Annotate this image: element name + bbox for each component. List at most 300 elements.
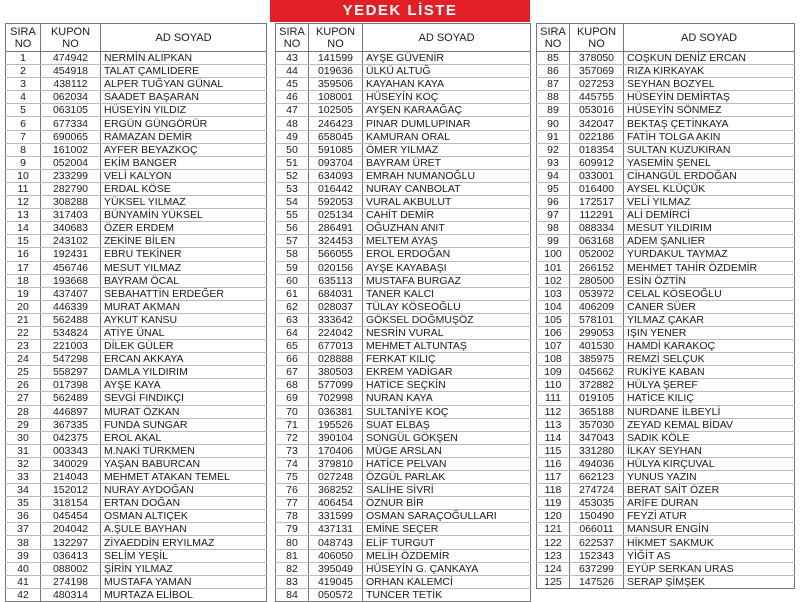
ad-soyad-cell: YAŞAN BABURCAN (101, 457, 267, 470)
ad-soyad-cell: ATİYE ÜNAL (101, 326, 267, 339)
table-row (537, 130, 795, 143)
table-row (276, 418, 531, 431)
list-table-3 (536, 23, 795, 589)
ad-soyad-cell: YİĞİT AS (624, 549, 795, 562)
ad-soyad-cell: ELİF TURGUT (363, 536, 531, 549)
sira-no-cell: 123 (537, 549, 570, 562)
kupon-no-cell: 132297 (41, 536, 101, 549)
kupon-no-cell: 635113 (309, 274, 363, 287)
table-row (276, 274, 531, 287)
ad-soyad-cell: HÜSEYİN YILDIZ (101, 104, 267, 117)
sira-no-cell: 80 (276, 536, 309, 549)
sira-no-cell: 2 (6, 65, 41, 78)
kupon-no-cell: 286491 (309, 222, 363, 235)
ad-soyad-cell: ALPER TUĞYAN GÜNAL (101, 78, 267, 91)
sira-no-cell: 103 (537, 287, 570, 300)
kupon-no-cell: 480314 (41, 588, 101, 601)
table-row (537, 497, 795, 510)
table-row (537, 510, 795, 523)
table-row (6, 182, 267, 195)
sira-no-cell: 51 (276, 156, 309, 169)
kupon-no-cell: 547298 (41, 353, 101, 366)
sira-no-cell: 101 (537, 261, 570, 274)
table-row (537, 196, 795, 209)
sira-no-cell: 64 (276, 326, 309, 339)
table-row (6, 444, 267, 457)
header-kupon-no: KUPON NO (309, 24, 363, 52)
ad-soyad-cell: VELİ KALYON (101, 169, 267, 182)
ad-soyad-cell: TALAT ÇAMLIDERE (101, 65, 267, 78)
ad-soyad-cell: CİHANGÜL ERDOĞAN (624, 169, 795, 182)
table-row (6, 523, 267, 536)
kupon-no-cell: 419045 (309, 575, 363, 588)
sira-no-cell: 30 (6, 431, 41, 444)
kupon-no-cell: 406209 (570, 300, 624, 313)
table-row (6, 248, 267, 261)
kupon-no-cell: 019105 (570, 392, 624, 405)
ad-soyad-cell: TUNCER TETİK (363, 588, 531, 601)
table-row (6, 169, 267, 182)
kupon-no-cell: 562489 (41, 392, 101, 405)
sira-no-cell: 110 (537, 379, 570, 392)
table-row (537, 405, 795, 418)
sira-no-cell: 20 (6, 300, 41, 313)
table-row (6, 287, 267, 300)
table-row (537, 549, 795, 562)
table-row (276, 91, 531, 104)
sira-no-cell: 70 (276, 405, 309, 418)
sira-no-cell: 39 (6, 549, 41, 562)
ad-soyad-cell: MESUT YILMAZ (101, 261, 267, 274)
kupon-no-cell: 282790 (41, 182, 101, 195)
ad-soyad-cell: COŞKUN DENİZ ERCAN (624, 52, 795, 65)
kupon-no-cell: 308288 (41, 196, 101, 209)
header-sira-no: SIRA NO (6, 24, 41, 52)
kupon-no-cell: 446339 (41, 300, 101, 313)
ad-soyad-cell: SULTANİYE KOÇ (363, 405, 531, 418)
sira-no-cell: 56 (276, 222, 309, 235)
ad-soyad-cell: BAYRAM ÖCAL (101, 274, 267, 287)
ad-soyad-cell: CANER SÜER (624, 300, 795, 313)
sira-no-cell: 83 (276, 575, 309, 588)
table-row (276, 52, 531, 65)
sira-no-cell: 57 (276, 235, 309, 248)
sira-no-cell: 120 (537, 510, 570, 523)
ad-soyad-cell: BERAT SAİT ÖZER (624, 484, 795, 497)
sira-no-cell: 96 (537, 196, 570, 209)
table-row (276, 222, 531, 235)
ad-soyad-cell: TANER KALCI (363, 287, 531, 300)
table-row (6, 366, 267, 379)
sira-no-cell: 23 (6, 340, 41, 353)
ad-soyad-cell: VURAL AKBULUT (363, 196, 531, 209)
kupon-no-cell: 406050 (309, 549, 363, 562)
sira-no-cell: 35 (6, 497, 41, 510)
table-row (276, 353, 531, 366)
kupon-no-cell: 052002 (570, 248, 624, 261)
sira-no-cell: 122 (537, 536, 570, 549)
ad-soyad-cell: EROL ERDOĞAN (363, 248, 531, 261)
kupon-no-cell: 317403 (41, 209, 101, 222)
sira-no-cell: 97 (537, 209, 570, 222)
kupon-no-cell: 591085 (309, 143, 363, 156)
kupon-no-cell: 592053 (309, 196, 363, 209)
kupon-no-cell: 019636 (309, 65, 363, 78)
kupon-no-cell: 622537 (570, 536, 624, 549)
sira-no-cell: 11 (6, 182, 41, 195)
ad-soyad-cell: FEYZİ ATUR (624, 510, 795, 523)
kupon-no-cell: 161002 (41, 143, 101, 156)
header-kupon-no: KUPON NO (41, 24, 101, 52)
kupon-no-cell: 357030 (570, 418, 624, 431)
table-row (276, 209, 531, 222)
kupon-no-cell: 274198 (41, 575, 101, 588)
table-row (6, 143, 267, 156)
table-row (537, 91, 795, 104)
ad-soyad-cell: SONGÜL GÖKŞEN (363, 431, 531, 444)
ad-soyad-cell: İLKAY SEYHAN (624, 444, 795, 457)
table-row (276, 169, 531, 182)
ad-soyad-cell: AYŞEN KARAAĞAÇ (363, 104, 531, 117)
kupon-no-cell: 437131 (309, 523, 363, 536)
table-row (6, 156, 267, 169)
table-header (276, 24, 531, 52)
ad-soyad-cell: ERDAL KÖSE (101, 182, 267, 195)
ad-soyad-cell: MURTAZA ELİBOL (101, 588, 267, 601)
ad-soyad-cell: HAMDİ KARAKOÇ (624, 340, 795, 353)
sira-no-cell: 68 (276, 379, 309, 392)
ad-soyad-cell: DİLEK GÜLER (101, 340, 267, 353)
table-row (537, 300, 795, 313)
table-row (6, 418, 267, 431)
sira-no-cell: 87 (537, 78, 570, 91)
sira-no-cell: 94 (537, 169, 570, 182)
table-row (537, 523, 795, 536)
sira-no-cell: 41 (6, 575, 41, 588)
kupon-no-cell: 372882 (570, 379, 624, 392)
kupon-no-cell: 042375 (41, 431, 101, 444)
kupon-no-cell: 233299 (41, 169, 101, 182)
sira-no-cell: 3 (6, 78, 41, 91)
sira-no-cell: 31 (6, 444, 41, 457)
sira-no-cell: 58 (276, 248, 309, 261)
table-row (537, 562, 795, 575)
kupon-no-cell: 214043 (41, 471, 101, 484)
table-row (6, 510, 267, 523)
sira-no-cell: 86 (537, 65, 570, 78)
ad-soyad-cell: AYŞE KAYABAŞI (363, 261, 531, 274)
sira-no-cell: 119 (537, 497, 570, 510)
ad-soyad-cell: MURAT AKMAN (101, 300, 267, 313)
kupon-no-cell: 063105 (41, 104, 101, 117)
ad-soyad-cell: A.ŞULE BAYHAN (101, 523, 267, 536)
ad-soyad-cell: AYFER BEYAZKOÇ (101, 143, 267, 156)
sira-no-cell: 59 (276, 261, 309, 274)
sira-no-cell: 113 (537, 418, 570, 431)
ad-soyad-cell: PINAR DUMLUPINAR (363, 117, 531, 130)
sira-no-cell: 98 (537, 222, 570, 235)
table-row (537, 431, 795, 444)
sira-no-cell: 114 (537, 431, 570, 444)
kupon-no-cell: 401530 (570, 340, 624, 353)
sira-no-cell: 8 (6, 143, 41, 156)
table-row (537, 156, 795, 169)
kupon-no-cell: 562488 (41, 313, 101, 326)
table-row (276, 405, 531, 418)
ad-soyad-cell: DAMLA YILDIRIM (101, 366, 267, 379)
table-row (6, 52, 267, 65)
kupon-no-cell: 378050 (570, 52, 624, 65)
list-title: YEDEK LİSTE (270, 0, 530, 22)
kupon-no-cell: 036413 (41, 549, 101, 562)
table-row (276, 588, 531, 601)
kupon-no-cell: 331280 (570, 444, 624, 457)
sira-no-cell: 88 (537, 91, 570, 104)
header-ad-soyad: AD SOYAD (624, 24, 795, 52)
ad-soyad-cell: ERCAN AKKAYA (101, 353, 267, 366)
kupon-no-cell: 280500 (570, 274, 624, 287)
kupon-no-cell: 324453 (309, 235, 363, 248)
table-row (537, 169, 795, 182)
kupon-no-cell: 152012 (41, 484, 101, 497)
kupon-no-cell: 150490 (570, 510, 624, 523)
table-row (6, 130, 267, 143)
ad-soyad-cell: YASEMİN ŞENEL (624, 156, 795, 169)
ad-soyad-cell: ESİN ÖZTİN (624, 274, 795, 287)
sira-no-cell: 19 (6, 287, 41, 300)
ad-soyad-cell: MESUT YILDIRIM (624, 222, 795, 235)
sira-no-cell: 60 (276, 274, 309, 287)
kupon-no-cell: 454918 (41, 65, 101, 78)
ad-soyad-cell: YUNUS YAZIN (624, 471, 795, 484)
ad-soyad-cell: SADIK KÖLE (624, 431, 795, 444)
sira-no-cell: 17 (6, 261, 41, 274)
ad-soyad-cell: ÖMER YILMAZ (363, 143, 531, 156)
table-header (537, 24, 795, 52)
kupon-no-cell: 053972 (570, 287, 624, 300)
table-row (276, 326, 531, 339)
table-row (537, 353, 795, 366)
table-row (537, 287, 795, 300)
table-row (276, 523, 531, 536)
sira-no-cell: 102 (537, 274, 570, 287)
kupon-no-cell: 152343 (570, 549, 624, 562)
sira-no-cell: 117 (537, 471, 570, 484)
kupon-no-cell: 048743 (309, 536, 363, 549)
kupon-no-cell: 367335 (41, 418, 101, 431)
ad-soyad-cell: EROL AKAL (101, 431, 267, 444)
kupon-no-cell: 456746 (41, 261, 101, 274)
sira-no-cell: 34 (6, 484, 41, 497)
sira-no-cell: 5 (6, 104, 41, 117)
ad-soyad-cell: ZİYAEDDİN ERYILMAZ (101, 536, 267, 549)
ad-soyad-cell: MEHMET ATAKAN TEMEL (101, 471, 267, 484)
sira-no-cell: 13 (6, 209, 41, 222)
sira-no-cell: 90 (537, 117, 570, 130)
table-row (6, 117, 267, 130)
ad-soyad-cell: NURDANE İLBEYLİ (624, 405, 795, 418)
sira-no-cell: 29 (6, 418, 41, 431)
ad-soyad-cell: SEVGİ FINDIKÇI (101, 392, 267, 405)
ad-soyad-cell: CELAL KÖSEOĞLU (624, 287, 795, 300)
ad-soyad-cell: EKREM YADİGAR (363, 366, 531, 379)
header-kupon-no: KUPON NO (570, 24, 624, 52)
ad-soyad-cell: HÜSEYİN KOÇ (363, 91, 531, 104)
kupon-no-cell: 690065 (41, 130, 101, 143)
ad-soyad-cell: ERGÜN GÜNGÖRÜR (101, 117, 267, 130)
table-row (6, 575, 267, 588)
sira-no-cell: 115 (537, 444, 570, 457)
sira-no-cell: 71 (276, 418, 309, 431)
ad-soyad-cell: SEYHAN BOZYEL (624, 78, 795, 91)
sira-no-cell: 62 (276, 300, 309, 313)
sira-no-cell: 4 (6, 91, 41, 104)
kupon-no-cell: 017398 (41, 379, 101, 392)
sira-no-cell: 79 (276, 523, 309, 536)
sira-no-cell: 75 (276, 471, 309, 484)
sira-no-cell: 106 (537, 326, 570, 339)
sira-no-cell: 92 (537, 143, 570, 156)
sira-no-cell: 54 (276, 196, 309, 209)
header-ad-soyad: AD SOYAD (363, 24, 531, 52)
ad-soyad-cell: SULTAN KUZUKIRAN (624, 143, 795, 156)
sira-no-cell: 1 (6, 52, 41, 65)
ad-soyad-cell: NURAN KAYA (363, 392, 531, 405)
ad-soyad-cell: REMZİ SELÇUK (624, 353, 795, 366)
sira-no-cell: 16 (6, 248, 41, 261)
ad-soyad-cell: FUNDA SUNGAR (101, 418, 267, 431)
kupon-no-cell: 609912 (570, 156, 624, 169)
table-row (6, 392, 267, 405)
kupon-no-cell: 112291 (570, 209, 624, 222)
sira-no-cell: 14 (6, 222, 41, 235)
table-row (276, 431, 531, 444)
table-row (276, 196, 531, 209)
table-row (276, 366, 531, 379)
sira-no-cell: 105 (537, 313, 570, 326)
table-row (276, 536, 531, 549)
table-row (6, 78, 267, 91)
ad-soyad-cell: ZEYAD KEMAL BİDAV (624, 418, 795, 431)
sira-no-cell: 77 (276, 497, 309, 510)
ad-soyad-cell: M.NAKİ TÜRKMEN (101, 444, 267, 457)
sira-no-cell: 63 (276, 313, 309, 326)
table-row (6, 300, 267, 313)
ad-soyad-cell: TÜLAY KÖSEOĞLU (363, 300, 531, 313)
table-row (537, 222, 795, 235)
table-row (276, 484, 531, 497)
ad-soyad-cell: ADEM ŞANLIER (624, 235, 795, 248)
sira-no-cell: 67 (276, 366, 309, 379)
sira-no-cell: 107 (537, 340, 570, 353)
kupon-no-cell: 390104 (309, 431, 363, 444)
kupon-no-cell: 379810 (309, 457, 363, 470)
ad-soyad-cell: HÜSEYİN G. ÇANKAYA (363, 562, 531, 575)
table-row (276, 248, 531, 261)
sira-no-cell: 61 (276, 287, 309, 300)
sira-no-cell: 50 (276, 143, 309, 156)
table-row (276, 143, 531, 156)
ad-soyad-cell: ZEKİNE BİLEN (101, 235, 267, 248)
kupon-no-cell: 025134 (309, 209, 363, 222)
sira-no-cell: 66 (276, 353, 309, 366)
ad-soyad-cell: RIZA KIRKAYAK (624, 65, 795, 78)
ad-soyad-cell: ÖZNUR BİR (363, 497, 531, 510)
table-row (6, 431, 267, 444)
sira-no-cell: 22 (6, 326, 41, 339)
ad-soyad-cell: OSMAN ALTIÇEK (101, 510, 267, 523)
kupon-no-cell: 045662 (570, 366, 624, 379)
kupon-no-cell: 637299 (570, 562, 624, 575)
ad-soyad-cell: MELTEM AYAŞ (363, 235, 531, 248)
sira-no-cell: 46 (276, 91, 309, 104)
sira-no-cell: 44 (276, 65, 309, 78)
sira-no-cell: 6 (6, 117, 41, 130)
ad-soyad-cell: YURDAKUL TAYMAZ (624, 248, 795, 261)
kupon-no-cell: 677334 (41, 117, 101, 130)
table-row (6, 340, 267, 353)
sira-no-cell: 118 (537, 484, 570, 497)
ad-soyad-cell: BAYRAM ÜRET (363, 156, 531, 169)
table-row (276, 457, 531, 470)
sira-no-cell: 18 (6, 274, 41, 287)
ad-soyad-cell: AYŞE GÜVENİR (363, 52, 531, 65)
kupon-no-cell: 578101 (570, 313, 624, 326)
table-row (537, 340, 795, 353)
ad-soyad-cell: EBRU TEKİNER (101, 248, 267, 261)
table-row (537, 418, 795, 431)
sira-no-cell: 28 (6, 405, 41, 418)
table-row (537, 117, 795, 130)
ad-soyad-cell: ÜLKÜ ALTUĞ (363, 65, 531, 78)
sira-no-cell: 52 (276, 169, 309, 182)
kupon-no-cell: 406454 (309, 497, 363, 510)
kupon-no-cell: 658045 (309, 130, 363, 143)
ad-soyad-cell: YILMAZ ÇAKAR (624, 313, 795, 326)
kupon-no-cell: 340029 (41, 457, 101, 470)
ad-soyad-cell: HİKMET SAKMUK (624, 536, 795, 549)
table-row (6, 405, 267, 418)
kupon-no-cell: 224042 (309, 326, 363, 339)
table-row (537, 313, 795, 326)
ad-soyad-cell: SALİHE SİVRİ (363, 484, 531, 497)
kupon-no-cell: 027253 (570, 78, 624, 91)
table-row (276, 497, 531, 510)
ad-soyad-cell: MEHMET ALTUNTAŞ (363, 340, 531, 353)
ad-soyad-cell: ARİFE DURAN (624, 497, 795, 510)
kupon-no-cell: 093704 (309, 156, 363, 169)
ad-soyad-cell: ORHAN KALEMCİ (363, 575, 531, 588)
sira-no-cell: 32 (6, 457, 41, 470)
table-row (6, 457, 267, 470)
table-row (537, 366, 795, 379)
sira-no-cell: 25 (6, 366, 41, 379)
table-row (276, 549, 531, 562)
table-row (537, 235, 795, 248)
header-ad-soyad: AD SOYAD (101, 24, 267, 52)
sira-no-cell: 73 (276, 444, 309, 457)
table-row (6, 104, 267, 117)
sira-no-cell: 33 (6, 471, 41, 484)
table-row (276, 261, 531, 274)
kupon-no-cell: 172517 (570, 196, 624, 209)
ad-soyad-cell: MÜGE ARSLAN (363, 444, 531, 457)
sira-no-cell: 7 (6, 130, 41, 143)
sira-no-cell: 84 (276, 588, 309, 601)
kupon-no-cell: 033001 (570, 169, 624, 182)
kupon-no-cell: 204042 (41, 523, 101, 536)
table-row (537, 536, 795, 549)
